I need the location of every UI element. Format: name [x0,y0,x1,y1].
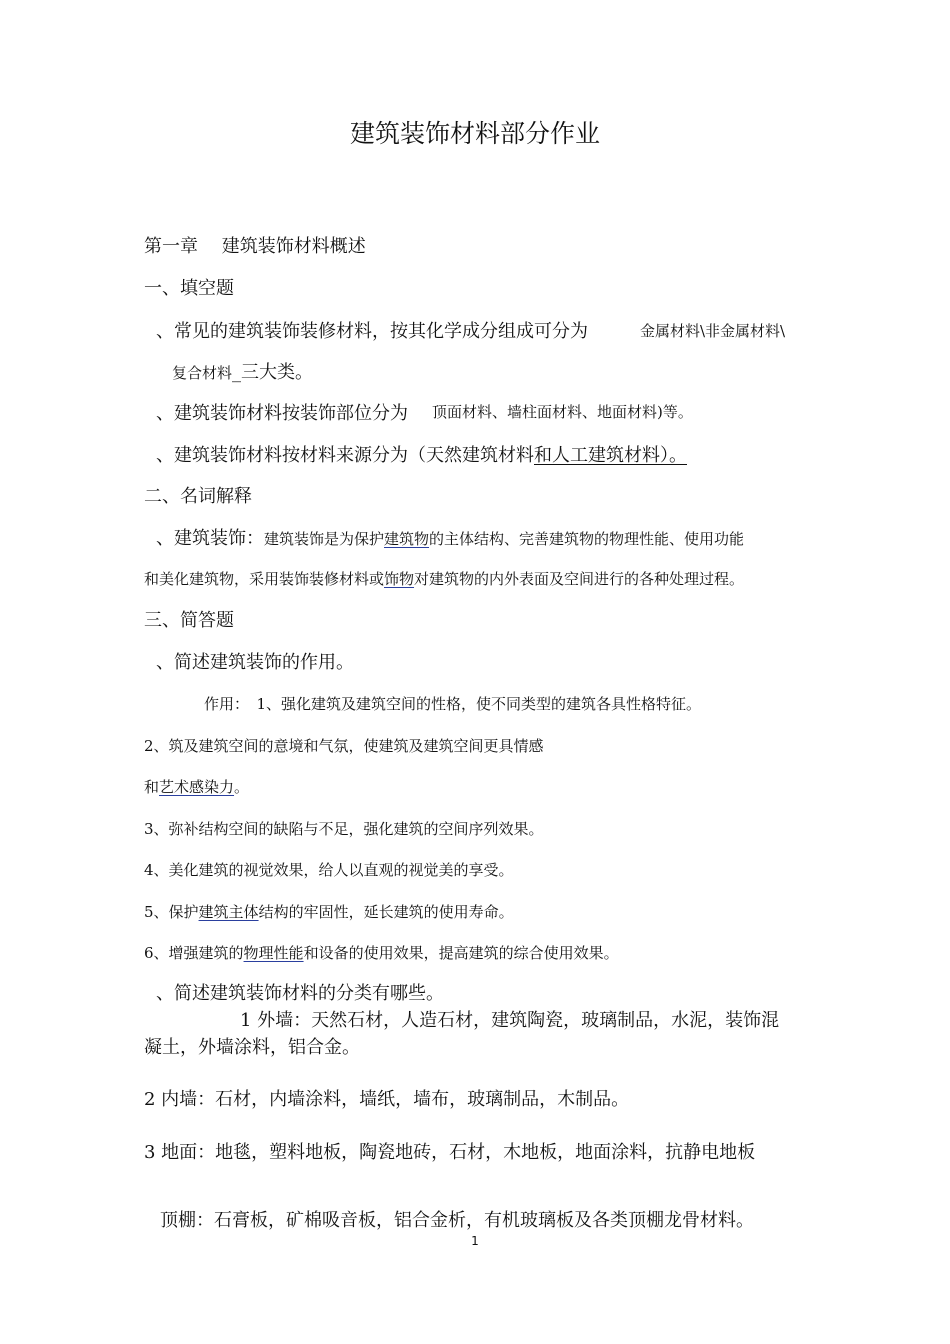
category-exterior: 1 外墙：天然石材，人造石材，建筑陶瓷，玻璃制品，水泥，装饰混 [240,1010,780,1031]
category-exterior-cont: 凝土，外墙涂料，铝合金。 [144,1037,360,1058]
short-question-2: 、简述建筑装饰材料的分类有哪些。 [156,983,444,1004]
page-number: 1 [471,1234,479,1248]
question-3-lead: 、建筑装饰材料按材料来源分为（天然建筑材料 [156,445,534,466]
answer-item-2-cont [144,776,249,797]
link-main-structure[interactable]: 建筑主体 [198,903,259,921]
category-ceiling: 顶棚：石膏板，矿棉吸音板，铝合金析，有机玻璃板及各类顶棚龙骨材料。 [160,1210,754,1231]
term-text-c: 和美化建筑物，采用装饰装修材料或 [144,570,385,588]
term-text-a: 建筑装饰是为保护 [264,530,385,548]
answer-item-5-b: 结构的牢固性，延长建筑的使用寿命。 [258,903,514,921]
term-definition-line-1 [156,524,744,550]
link-physical-properties[interactable]: 物理性能 [243,944,304,962]
question-1-answer: 金属材料\非金属材料\ [640,322,786,340]
question-1-text: 、常见的建筑装饰装修材料，按其化学成分组成可分为 [156,321,588,342]
answer-item-6-b: 和设备的使用效果，提高建筑的综合使用效果。 [303,944,619,962]
answer-item-2: 2、筑及建筑空间的意境和气氛，使建筑及建筑空间更具情感 [144,737,544,755]
answer-item-3: 3、弥补结构空间的缺陷与不足，强化建筑的空间序列效果。 [144,820,544,838]
answer-item-6 [144,942,619,963]
question-1-continuation [172,358,313,384]
answer-item-1: 作用： 1、强化建筑及建筑空间的性格，使不同类型的建筑各具性格特征。 [204,695,702,713]
term-link-ornament[interactable]: 饰物 [384,570,415,588]
term-text-d: 对建筑物的内外表面及空间进行的各种处理过程。 [414,570,745,588]
question-1-tail: _三大类。 [232,362,314,383]
term-link-building[interactable]: 建筑物 [384,530,430,548]
question-1-answer-cont: 复合材料 [172,364,233,382]
section-heading-short-answer: 三、简答题 [144,610,234,631]
category-floor: 3 地面：地毯，塑料地板，陶瓷地砖，石材，木地板，地面涂料，抗静电地板 [144,1142,756,1163]
answer-item-2-b: 。 [234,778,250,796]
answer-item-6-a: 6、增强建筑的 [144,944,244,962]
question-3-text [156,441,687,467]
term-text-b: 的主体结构、完善建筑物的物理性能、使用功能 [429,530,745,548]
answer-item-4: 4、美化建筑的视觉效果，给人以直观的视觉美的享受。 [144,861,514,879]
answer-item-5 [144,901,514,922]
term-label: 、建筑装饰： [156,528,264,549]
document-title: 建筑装饰材料部分作业 [349,119,600,148]
question-2-text: 、建筑装饰材料按装饰部位分为 [156,403,408,424]
section-heading-terms: 二、名词解释 [144,486,252,507]
chapter-heading: 第一章 建筑装饰材料概述 [144,236,366,257]
section-heading-fill-blank: 一、填空题 [144,278,234,299]
link-artistic-appeal[interactable]: 艺术感染力 [159,778,235,796]
question-3-answer: 和人工建筑材料）。 [534,445,687,466]
short-question-1: 、简述建筑装饰的作用。 [156,652,354,673]
answer-item-2-a: 和 [144,778,160,796]
category-interior: 2 内墙：石材，内墙涂料，墙纸，墙布，玻璃制品，木制品。 [144,1089,630,1110]
question-2-answer: 顶面材料、墙柱面材料、地面材料)等。 [432,403,693,421]
term-definition-line-2 [144,568,744,589]
answer-item-5-a: 5、保护 [144,903,199,921]
